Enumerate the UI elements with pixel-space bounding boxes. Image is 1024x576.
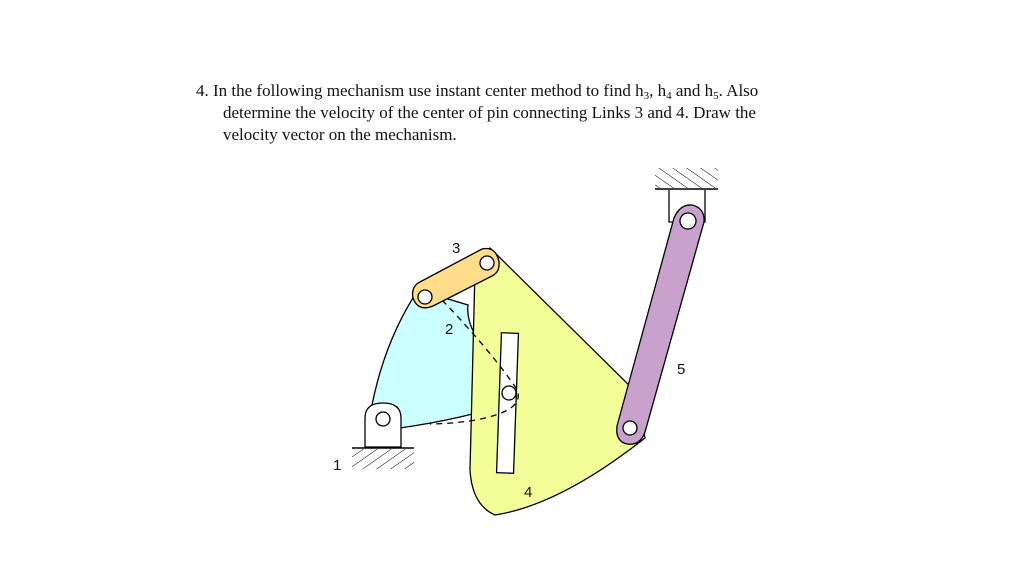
- link-3-pin-right: [480, 256, 494, 270]
- problem-number: 4.: [196, 81, 209, 100]
- problem-line-2: determine the velocity of the center of pin connecting Links 3 and 4. Draw the: [223, 103, 756, 122]
- ground-hatch-right: [655, 168, 718, 188]
- problem-text-part: and h: [671, 81, 714, 100]
- subscript-4: 4: [666, 90, 672, 102]
- link-3-pin-left: [418, 290, 432, 304]
- ground-pin-left: [376, 412, 390, 426]
- ground-hatch-left: [352, 449, 414, 469]
- label-link-2: 2: [445, 321, 454, 338]
- subscript-3: 3: [643, 90, 650, 102]
- label-link-1: 1: [333, 457, 342, 474]
- link-4-body: [470, 248, 645, 515]
- link-5-pin-bottom: [623, 421, 637, 435]
- problem-text-part: In the following mechanism use instant center method to find h: [213, 81, 644, 100]
- label-link-5: 5: [677, 361, 686, 378]
- problem-text-part: , h: [649, 81, 667, 100]
- subscript-5: 5: [713, 90, 719, 102]
- link-5: [617, 205, 704, 444]
- problem-text-part: . Also: [718, 81, 759, 100]
- label-link-3: 3: [452, 240, 461, 257]
- link-5-body: [617, 205, 704, 444]
- label-link-4: 4: [524, 484, 533, 501]
- link-5-pin-top: [680, 213, 696, 229]
- slot-pin: [502, 386, 516, 400]
- problem-line-3: velocity vector on the mechanism.: [223, 125, 457, 144]
